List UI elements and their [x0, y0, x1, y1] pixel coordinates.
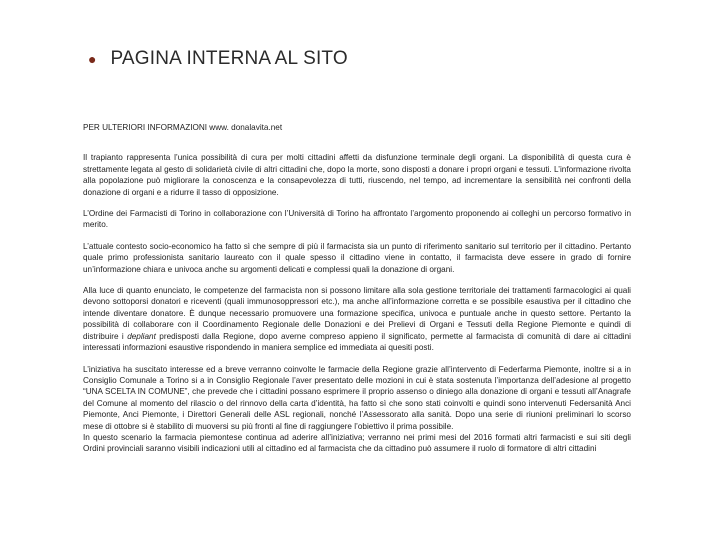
paragraph-1: Il trapianto rappresenta l’unica possibilità di cura per molti cittadini affetti da disfunzione terminale degli organi. La disponibilità di questa cura è strettamente legata al gesto di solidarietà civile di altri cittadini che, dopo la morte, sono disposti a donare i propri organi e tessuti. L’informazione rivolta alla popolazione può migliorare la conoscenza e la consapevolezza di tutti, riuscendo, nel tempo, ad incrementare la sensibilità nei confronti della donazione di organi e a ridurre il tasso di opposizione.: [83, 153, 631, 197]
paragraph-5: L’iniziativa ha suscitato interesse ed a breve verranno coinvolte le farmacie della Regione grazie all’intervento di Federfarma Piemonte, inoltre si a in Consiglio Comunale a Torino si a in Consiglio Regionale l’aver presentato delle mozioni in cui è stata sostenuta l’importanza dell’adesione al progetto “UNA SCELTA IN COMUNE”, che prevede che i cittadini possano esprimere il proprio assenso o diniego alla donazione di organi e tessuti all’Anagrafe del Comune al momento del rilascio o del rinnovo della carta d’identità, ha fatto sì che sono stati coinvolti e quindi sono intervenuti Federsanità Anci Piemonte, Anci Piemonte, i Direttori Generali delle ASL regionali, nonché l’Assessorato alla sanità. Dopo una serie di riunioni preliminari lo scorso mese di ottobre si è stabilito di muoversi su più fronti al fine di raggiungere l’obiettivo il prima possibile.: [83, 364, 631, 431]
paragraph-4: [83, 285, 631, 353]
page-title: PAGINA INTERNA AL SITO: [110, 48, 348, 69]
paragraph-6: In questo scenario la farmacia piemontese continua ad aderire all’iniziativa; verranno nei primi mesi del 2016 formati altri farmacisti e sui siti degli Ordini provinciali saranno visibili indicazioni utili al cittadino ed al farmacista che da cittadino può assumere il ruolo di formatore di altri cittadini: [83, 432, 631, 454]
intro-line: PER ULTERIORI INFORMAZIONI www. donalavita.net: [83, 123, 283, 132]
paragraph-4-part-b: predisposti dalla Regione, dopo averne compreso appieno il significato, permette al farmacista di comunità di dare ai cittadini interessati informazioni esaustive rispondendo in maniera semplice ed immediata ai quesiti posti.: [83, 331, 631, 353]
paragraph-2: L’Ordine dei Farmacisti di Torino in collaborazione con l’Università di Torino ha affrontato l’argomento proponendo ai colleghi un percorso formativo in merito.: [83, 209, 631, 230]
body-text: [83, 122, 631, 455]
bullet-icon: ●: [88, 51, 97, 67]
paragraph-4-part-a: Alla luce di quanto enunciato, le competenze del farmacista non si possono limitare alla sola gestione territoriale dei trattamenti farmacologici ai quali devono sottoporsi donatori e riceventi (quali immunosoppressori etc.), ma anche all’informazione corretta e se possibile esaustiva per il cittadino che intende diventare donatore. È dunque necessario promuovere una formazione specifica, univoca e puntuale anche in questo settore. Pertanto la possibilità di collaborare con il Coordinamento Regionale delle Donazioni e dei Prelievi di Organi e Tessuti della Regione Piemonte e quindi di distribuire i: [83, 286, 631, 341]
paragraph-3: L’attuale contesto socio-economico ha fatto sì che sempre di più il farmacista sia un punto di riferimento sanitario sul territorio per il cittadino. Pertanto quale primo professionista sanitario laureato con il quale spesso il cittadino viene in contatto, il farmacista deve essere in grado di fornire un’informazione chiara e univoca anche su argomenti delicati e complessi quali la donazione di organi.: [83, 241, 631, 274]
paragraph-4-emphasis: depliant: [127, 331, 156, 341]
title-row: [88, 48, 348, 70]
